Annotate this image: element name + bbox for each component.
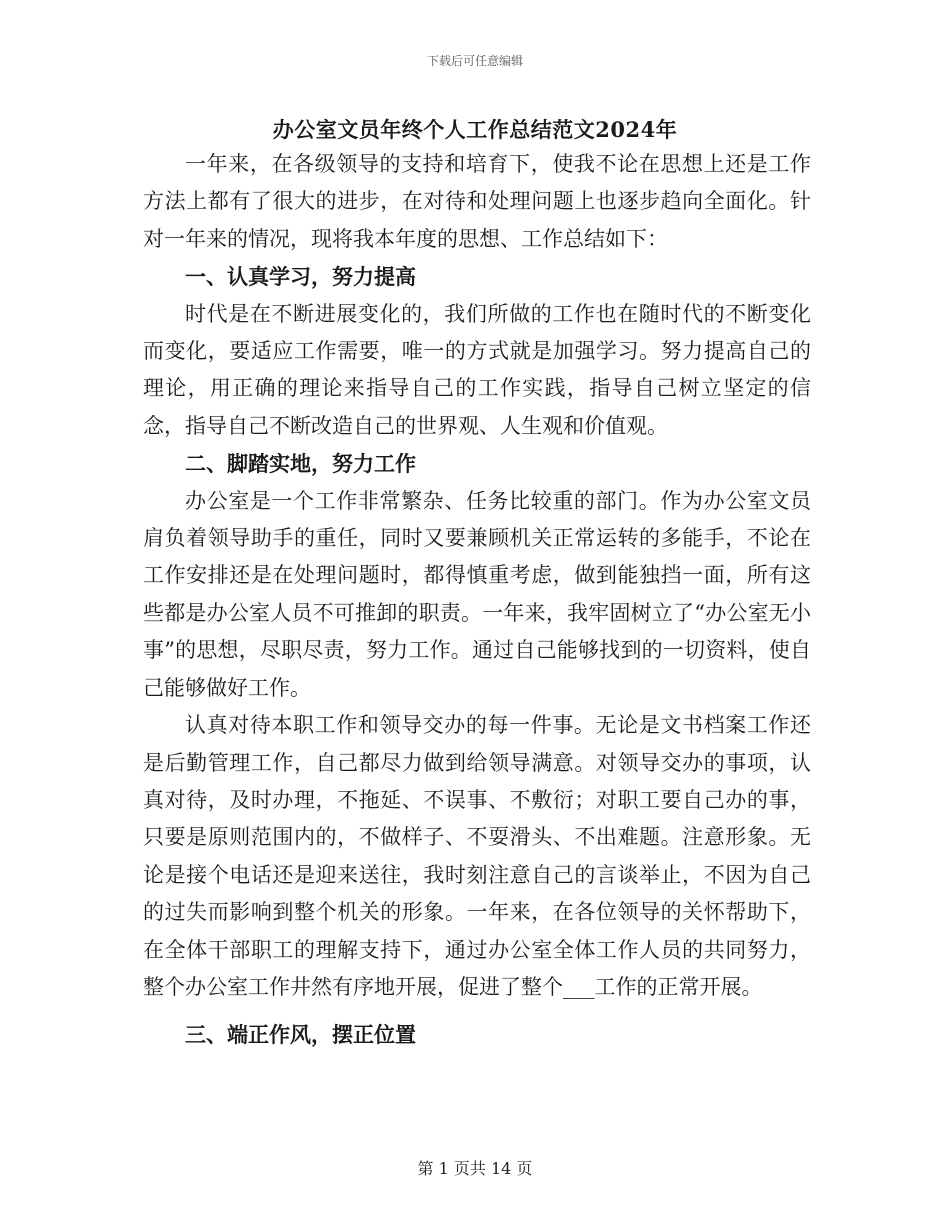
page-header-note: 下载后可任意编辑: [426, 54, 523, 68]
page-number-footer: 第 1 页共 14 页: [417, 1159, 533, 1178]
section-1-paragraph-1: 时代是在不断进展变化的，我们所做的工作也在随时代的不断变化而变化，要适应工作需要，唯一的方式就是加强学习。努力提高自己的理论，用正确的理论来指导自己的工作实践，指导自己树立坚定的信念，指导自己不断改造自己的世界观、人生观和价值观。: [143, 301, 811, 438]
document-body: [143, 146, 811, 1054]
section-heading-1: 一、认真学习，努力提高: [185, 264, 416, 290]
section-2-paragraph-2: 认真对待本职工作和领导交办的每一件事。无论是文书档案工作还是后勤管理工作，自己都尽力做到给领导满意。对领导交办的事项，认真对待，及时办理，不拖延、不误事、不敷衍；对职工要自己办的事，只要是原则范围内的，不做样子、不耍滑头、不出难题。注意形象。无论是接个电话还是迎来送往，我时刻注意自己的言谈举止，不因为自己的过失而影响到整个机关的形象。一年来，在各位领导的关怀帮助下，在全体干部职工的理解支持下，通过办公室全体工作人员的共同努力，整个办公室工作井然有序地开展，促进了整个___工作的正常开展。: [143, 713, 811, 999]
section-heading-2: 二、脚踏实地，努力工作: [185, 451, 416, 477]
document-title: 办公室文员年终个人工作总结范文2024年: [272, 117, 678, 142]
section-heading-3: 三、端正作风，摆正位置: [185, 1022, 416, 1048]
intro-paragraph: 一年来，在各级领导的支持和培育下，使我不论在思想上还是工作方法上都有了很大的进步，在对待和处理问题上也逐步趋向全面化。针对一年来的情况，现将我本年度的思想、工作总结如下：: [143, 152, 811, 251]
section-2-paragraph-1: 办公室是一个工作非常繁杂、任务比较重的部门。作为办公室文员肩负着领导助手的重任，同时又要兼顾机关正常运转的多能手，不论在工作安排还是在处理问题时，都得慎重考虑，做到能独挡一面，所有这些都是办公室人员不可推卸的职责。一年来，我牢固树立了“办公室无小事”的思想，尽职尽责，努力工作。通过自己能够找到的一切资料，使自己能够做好工作。: [143, 488, 811, 700]
